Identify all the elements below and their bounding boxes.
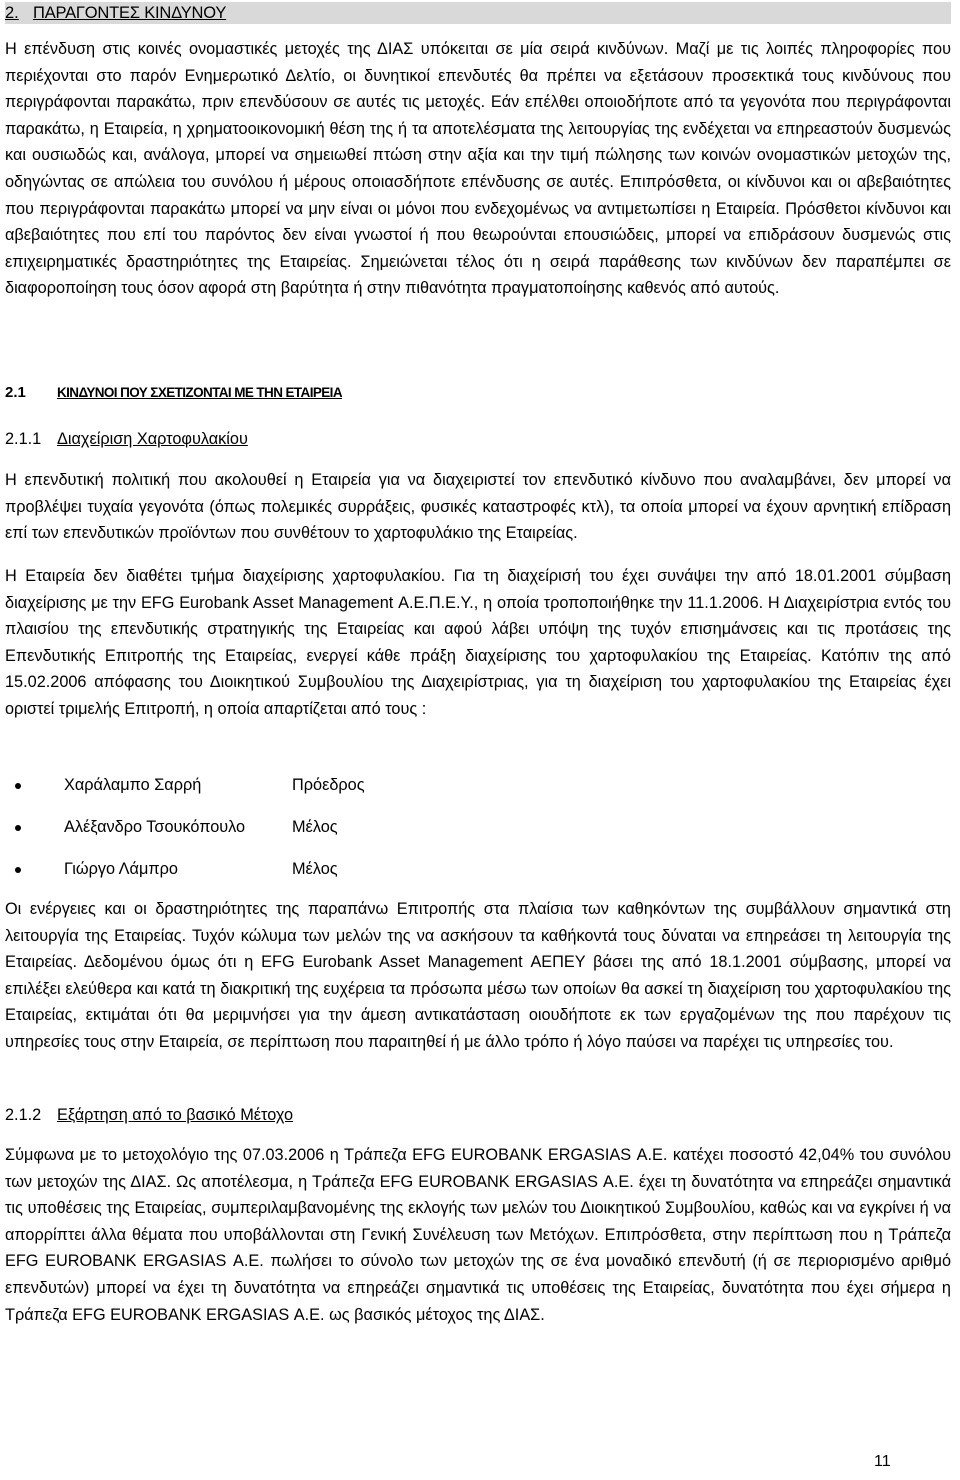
member-role: Μέλος xyxy=(292,818,338,836)
item-title: Εξάρτηση από το βασικό Μέτοχο xyxy=(57,1106,294,1124)
subsection-heading xyxy=(5,382,342,404)
item-number: 2.1.2 xyxy=(5,1106,42,1124)
committee-members-list xyxy=(5,770,951,896)
item-title: Διαχείριση Χαρτοφυλακίου xyxy=(57,430,248,448)
item-heading-portfolio-management xyxy=(5,428,248,450)
list-item xyxy=(5,770,951,812)
page-number: 11 xyxy=(874,1453,891,1470)
subsection-number: 2.1 xyxy=(5,384,26,401)
bullet-icon xyxy=(15,783,21,789)
list-item xyxy=(5,812,951,854)
shareholder-paragraph: Σύμφωνα με το μετοχολόγιο της 07.03.2006 η Τράπεζα EFG EUROBANK ERGASIAS Α.Ε. κατέχει ποσοστό 42,04% του συνόλου των μετοχών της ΔΙΑΣ. Ως αποτέλεσμα, η Τράπεζα EFG EUROBANK ERGASIAS Α.Ε. έχει τη δυνατότητα να επηρεάζει σημαντικά τις υποθέσεις της Εταιρείας, συμπεριλαμβανομένης της εκλογής των μελών του Διοικητικού Συμβουλίου, καθώς και να εγκρίνει ή να απορρίπτει άλλα θέματα που υποβάλλονται στη Γενική Συνέλευση των Μετόχων. Επιπρόσθετα, στην περίπτωση που η Τράπεζα EFG EUROBANK ERGASIAS Α.Ε. πωλήσει το σύνολο των μετοχών της σε ένα μοναδικό επενδυτή (ή σε περιορισμένο αριθμό επενδυτών) μπορεί να έχει τη δυνατότητα να επηρεάζει σημαντικά τις υποθέσεις της Εταιρείας, δυνατότητα που έχει σήμερα η Τράπεζα EFG EUROBANK ERGASIAS Α.Ε. ως βασικός μέτοχος της ΔΙΑΣ. xyxy=(5,1146,951,1324)
member-role: Μέλος xyxy=(292,860,338,878)
member-role: Πρόεδρος xyxy=(292,776,365,794)
list-item xyxy=(5,854,951,896)
member-name: Αλέξανδρο Τσουκόπουλο xyxy=(64,818,246,836)
intro-paragraph: Η επένδυση στις κοινές ονομαστικές μετοχές της ΔΙΑΣ υπόκειται σε μία σειρά κινδύνων. Μαζί με τις λοιπές πληροφορίες που περιέχονται στο παρόν Ενημερωτικό Δελτίο, οι δυνητικοί επενδυτές θα πρέπει να εξετάσουν προσεκτικά τους κινδύνους που περιγράφονται παρακάτω, πριν επενδύσουν σε αυτές τις μετοχές. Εάν επέλθει οποιοδήποτε από τα γεγονότα που περιγράφονται παρακάτω, η Εταιρεία, η χρηματοοικονομική θέση της ή τα αποτελέσματα της λειτουργίας της ενδέχεται να επηρεαστούν δυσμενώς και ουσιωδώς και, ανάλογα, μπορεί να σημειωθεί πτώση στην αξία και την τιμή πώλησης των κοινών ονομαστικών μετοχών της, οδηγώντας σε απώλεια του συνόλου ή μέρους οποιασδήποτε επένδυσης σε αυτές. Επιπρόσθετα, οι κίνδυνοι και οι αβεβαιότητες που περιγράφονται παρακάτω μπορεί να μην είναι οι μόνοι που ενδεχομένως να αντιμετωπίσει η Εταιρεία. Πρόσθετοι κίνδυνοι και αβεβαιότητες που επί του παρόντος δεν είναι γνωστοί ή που θεωρούνται επουσιώδεις, μπορεί να επιδράσουν δυσμενώς στις επιχειρηματικές δραστηριότητες της Εταιρείας. Σημειώνεται τέλος ότι η σειρά παράθεσης των κινδύνων δεν παραπέμπει σε διαφοροποίηση τους όσον αφορά στη βαρύτητα ή στην πιθανότητα πραγματοποίησης καθενός από αυτούς. xyxy=(5,40,951,298)
portfolio-paragraph-2: Η Εταιρεία δεν διαθέτει τμήμα διαχείρισης χαρτοφυλακίου. Για τη διαχείρισή του έχει συνάψει την από 18.01.2001 σύμβαση διαχείρισης με την EFG Eurobank Asset Management Α.Ε.Π.Ε.Υ., η οποία τροποποιήθηκε την 11.1.2006. Η Διαχειρίστρια εντός του πλαισίου της επενδυτικής στρατηγικής της Εταιρείας και αφού λάβει υπόψη της τυχόν επισημάνσεις και τις προτάσεις της Επενδυτικής Επιτροπής της Εταιρείας, ενεργεί κάθε πράξη διαχείρισης του χαρτοφυλακίου της Εταιρείας. Κατόπιν της από 15.02.2006 απόφασης του Διοικητικού Συμβουλίου της Διαχειρίστριας, για τη διαχείριση του χαρτοφυλακίου της Εταιρείας έχει οριστεί τριμελής Επιτροπή, η οποία απαρτίζεται από τους : xyxy=(5,567,951,718)
section-heading xyxy=(5,2,951,24)
bullet-icon xyxy=(15,825,21,831)
section-title: ΠΑΡΑΓΟΝΤΕΣ ΚΙΝΔΥΝΟΥ xyxy=(33,4,227,22)
subsection-title: ΚΙΝΔΥΝΟΙ ΠΟΥ ΣΧΕΤΙΖΟΝΤΑΙ ΜΕ ΤΗΝ ΕΤΑΙΡΕΙΑ xyxy=(57,385,342,400)
item-number: 2.1.1 xyxy=(5,430,42,448)
portfolio-paragraph-3: Οι ενέργειες και οι δραστηριότητες της παραπάνω Επιτροπής στα πλαίσια των καθηκόντων της συμβάλλουν σημαντικά στη λειτουργία της Εταιρείας. Τυχόν κώλυμα των μελών της να ασκήσουν τα καθήκοντά τους δύναται να επηρεάσει τη λειτουργία της Εταιρείας. Δεδομένου όμως ότι η EFG Eurobank Asset Management ΑΕΠΕΥ βάσει της από 18.1.2001 σύμβασης, μπορεί να επιλέξει ελεύθερα και κατά τη διακριτική της ευχέρεια τα πρόσωπα μέσω των οποίων θα ασκεί τη διαχείριση του χαρτοφυλακίου της Εταιρείας, εκτιμάται ότι θα μεριμνήσει για την άμεση αντικατάσταση οιουδήποτε εκ των εργαζομένων της που παρέχουν τις υπηρεσίες τους στην Εταιρεία, σε περίπτωση που παραιτηθεί ή με άλλο τρόπο ή λόγο παύσει να παρέχει τις υπηρεσίες του. xyxy=(5,900,951,1051)
portfolio-paragraph-1: Η επενδυτική πολιτική που ακολουθεί η Εταιρεία για να διαχειριστεί τον επενδυτικό κίνδυνο που αναλαμβάνει, δεν μπορεί να προβλέψει τυχαία γεγονότα (όπως πολεμικές συρράξεις, φυσικές καταστροφές κτλ), τα οποία μπορεί να έχουν αρνητική επίδραση επί των επενδυτικών προϊόντων που συνθέτουν το χαρτοφυλάκιο της Εταιρείας. xyxy=(5,471,951,543)
member-name: Χαράλαμπο Σαρρή xyxy=(64,776,202,794)
bullet-icon xyxy=(15,867,21,873)
member-name: Γιώργο Λάμπρο xyxy=(64,860,178,878)
item-heading-main-shareholder xyxy=(5,1104,293,1126)
section-number: 2. xyxy=(5,4,19,22)
